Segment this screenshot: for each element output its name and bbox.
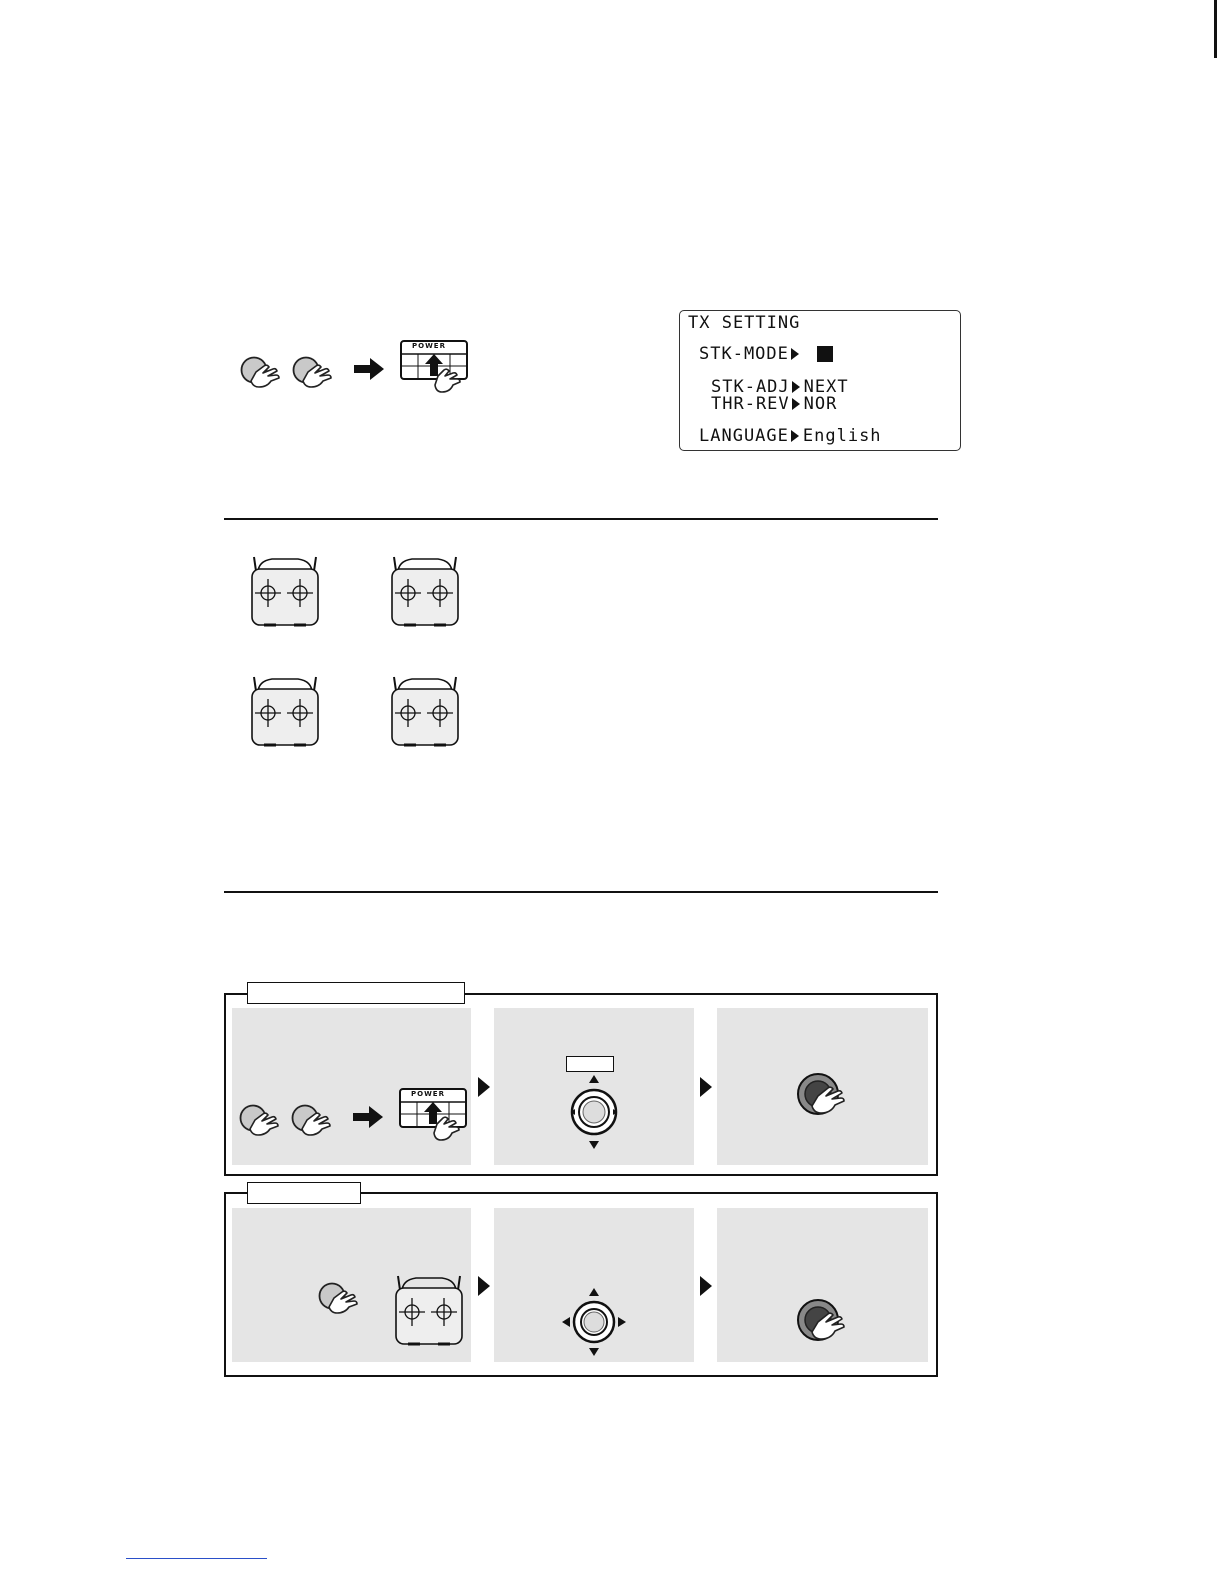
small-label-box: [566, 1056, 614, 1072]
page-edge-tab: [1214, 0, 1217, 58]
lcd-label-stk-mode: STK-MODE: [699, 344, 789, 364]
lcd-pointer-icon: [791, 348, 799, 360]
lcd-label-language: LANGUAGE: [699, 426, 789, 446]
step-triangle-icon: [700, 1276, 712, 1296]
step-triangle-icon: [478, 1077, 490, 1097]
transmitter-icon: [248, 673, 324, 749]
section-divider: [224, 518, 938, 520]
lcd-row-thr-rev: [711, 394, 837, 414]
lcd-title: TX SETTING: [688, 313, 801, 333]
lcd-value-thr-rev: NOR: [803, 394, 838, 414]
lcd-pointer-icon: [791, 430, 799, 442]
push-button-icon: [239, 1104, 279, 1148]
section-divider: [224, 891, 938, 893]
lcd-row-language: [699, 426, 882, 446]
arrow-right-icon: [354, 358, 384, 380]
transmitter-icon: [248, 553, 324, 629]
push-button-icon: [318, 1282, 358, 1326]
lcd-row-stk-mode: [699, 344, 803, 364]
lcd-screen: [679, 310, 961, 451]
push-button-icon: [292, 356, 332, 400]
lcd-label-stk-adj: STK-ADJ: [711, 377, 790, 397]
power-switch-label: POWER: [411, 1090, 445, 1098]
lcd-label-thr-rev: THR-REV: [711, 394, 790, 414]
jog-dial-icon: [562, 1288, 626, 1356]
finger-press-icon: [796, 1072, 856, 1128]
lcd-pointer-icon: [792, 381, 800, 393]
push-button-icon: [240, 356, 280, 400]
lcd-value-stk-adj: NEXT: [803, 377, 849, 397]
procedure-tab-1: [247, 982, 465, 1004]
jog-dial-icon: [562, 1075, 626, 1149]
transmitter-icon: [388, 673, 464, 749]
lcd-value-language: English: [802, 426, 882, 446]
finger-press-icon: [796, 1298, 856, 1354]
lcd-pointer-icon: [792, 398, 800, 410]
power-switch-label: POWER: [412, 342, 446, 350]
footer-link-underline[interactable]: [126, 1558, 267, 1559]
lcd-cursor-block: [817, 346, 833, 362]
arrow-right-icon: [353, 1106, 383, 1128]
transmitter-icon: [392, 1272, 468, 1348]
transmitter-icon: [388, 553, 464, 629]
procedure-tab-2: [247, 1182, 361, 1204]
step-triangle-icon: [700, 1077, 712, 1097]
step-triangle-icon: [478, 1276, 490, 1296]
push-button-icon: [291, 1104, 331, 1148]
